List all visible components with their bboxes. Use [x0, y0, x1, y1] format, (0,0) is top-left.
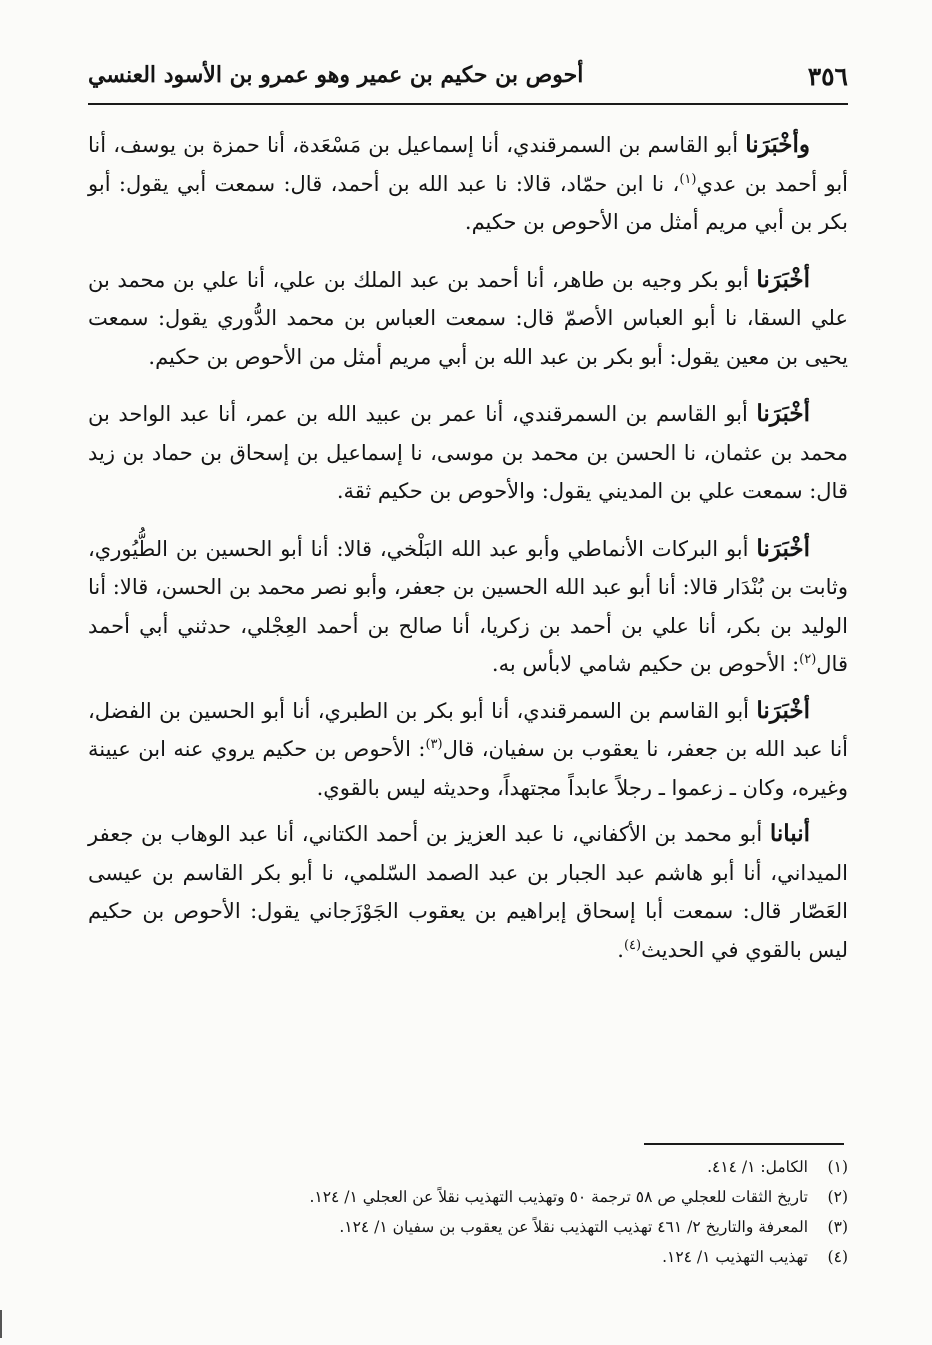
page-header: [88, 58, 848, 102]
header-rule: [88, 103, 848, 105]
footnote-number: (٤): [827, 1248, 848, 1266]
paragraph-text: أبو القاسم بن السمرقندي، أنا عمر بن عبيد الله بن عمر، أنا عبد الواحد بن محمد بن عثمان، نا الحسن بن محمد بن موسى، نا إسماعيل بن إسحاق بن حماد بن زيد قال: سمعت علي بن المديني يقول: والأحوص بن حكيم ثقة.: [88, 402, 848, 503]
paragraph-lead: أخْبَرَنا: [756, 400, 810, 427]
footnote-text: المعرفة والتاريخ ٢/ ٤٦١ تهذيب التهذيب نقلاً عن يعقوب بن سفيان ١/ ١٢٤.: [339, 1218, 808, 1236]
paragraph-tail: .: [617, 937, 624, 962]
page-number: ٣٥٦: [807, 62, 848, 91]
footnote-rule: [644, 1143, 844, 1145]
paragraph-tail: : الأحوص بن حكيم يروي عنه ابن عيينة وغيره، وكان ـ زعموا ـ رجلاً عابداً مجتهداً، وحديثه ليس بالقوي.: [88, 737, 848, 800]
paragraph-text: أبو القاسم بن السمرقندي، أنا إسماعيل بن مَسْعَدة، أنا حمزة بن يوسف، أنا أبو أحمد بن عدي: [88, 133, 849, 196]
running-title: أحوص بن حكيم بن عمير وهو عمرو بن الأسود العنسي: [88, 62, 584, 88]
footnote-2: [88, 1182, 848, 1212]
paragraph-5: [88, 692, 848, 808]
paragraph-lead: أخْبَرَنا: [756, 696, 810, 724]
paragraph-text: أبو بكر وجيه بن طاهر، أنا أحمد بن عبد الملك بن علي، أنا علي بن محمد بن علي السقا، نا أبو العباس الأصمّ قال: سمعت العباس بن محمد الدُّوري يقول: سمعت يحيى بن معين يقول: أبو بكر بن عبد الله بن أبي مريم أمثل من الأحوص بن حكيم.: [88, 267, 848, 369]
footnote-number: (١): [827, 1158, 848, 1176]
paragraph-text: أبو البركات الأنماطي وأبو عبد الله البَلْخي، قالا: أنا أبو الحسين بن الطُّيُوري، وثابت بن بُنْدَار قالا: أنا أبو عبد الله الحسين بن جعفر، وأبو نصر محمد بن الحسن، قالا: أنا الوليد بن بكر، أنا علي بن أحمد بن زكريا، أنا صالح بن أحمد العِجْلي، حدثني أبي أحمد قال: [88, 536, 848, 676]
paragraph-text: أبو محمد بن الأكفاني، نا عبد العزيز بن أحمد الكتاني، أنا عبد الوهاب بن جعفر الميداني، أنا أبو هاشم عبد الجبار بن عبد الصمد السّلمي، نا أبو بكر القاسم بن عيسى العَصّار قال: سمعت أبا إسحاق إبراهيم بن يعقوب الجَوْزَجاني يقول: الأحوص بن حكيم ليس بالقوي في الحديث: [88, 822, 848, 962]
paragraph-lead: أخْبَرَنا: [756, 265, 810, 293]
paragraph-6: [88, 815, 848, 969]
footnote-ref: (٣): [425, 737, 443, 752]
footnotes: [88, 1152, 848, 1272]
paragraph-2: [88, 261, 848, 377]
footnote-3: [88, 1212, 848, 1242]
paragraph-lead: أخْبَرَنا: [756, 534, 810, 562]
paragraph-4: [88, 530, 848, 684]
binding-mark: [0, 1310, 2, 1338]
paragraph-tail: ، نا ابن حمّاد، قالا: نا عبد الله بن أحمد، قال: سمعت أبي يقول: أبو بكر بن أبي مريم أمثل من الأحوص بن حكيم.: [88, 171, 848, 234]
paragraph-lead: وأخْبَرَنا: [745, 131, 810, 158]
main-text: [88, 126, 848, 988]
paragraph-lead: أنبانا: [769, 820, 810, 847]
footnote-number: (٣): [827, 1218, 848, 1236]
footnote-text: تهذيب التهذيب ١/ ١٢٤.: [662, 1248, 808, 1266]
paragraph-3: [88, 395, 848, 511]
paragraph-text: أبو القاسم بن السمرقندي، أنا أبو بكر بن الطبري، أنا أبو الحسين بن الفضل، أنا عبد الله بن جعفر، نا يعقوب بن سفيان، قال: [88, 698, 848, 761]
footnote-text: تاريخ الثقات للعجلي ص ٥٨ ترجمة ٥٠ وتهذيب التهذيب نقلاً عن العجلي ١/ ١٢٤.: [309, 1188, 808, 1206]
footnote-ref: (١): [679, 171, 697, 187]
footnote-ref: (٤): [623, 937, 642, 953]
footnote-text: الكامل: ١/ ٤١٤.: [707, 1158, 808, 1176]
footnote-1: [88, 1152, 848, 1182]
paragraph-1: [88, 126, 848, 242]
footnote-4: [88, 1242, 848, 1272]
footnote-ref: (٢): [799, 652, 817, 667]
footnote-number: (٢): [827, 1188, 848, 1206]
paragraph-tail: : الأحوص بن حكيم شامي لابأس به.: [491, 652, 800, 676]
